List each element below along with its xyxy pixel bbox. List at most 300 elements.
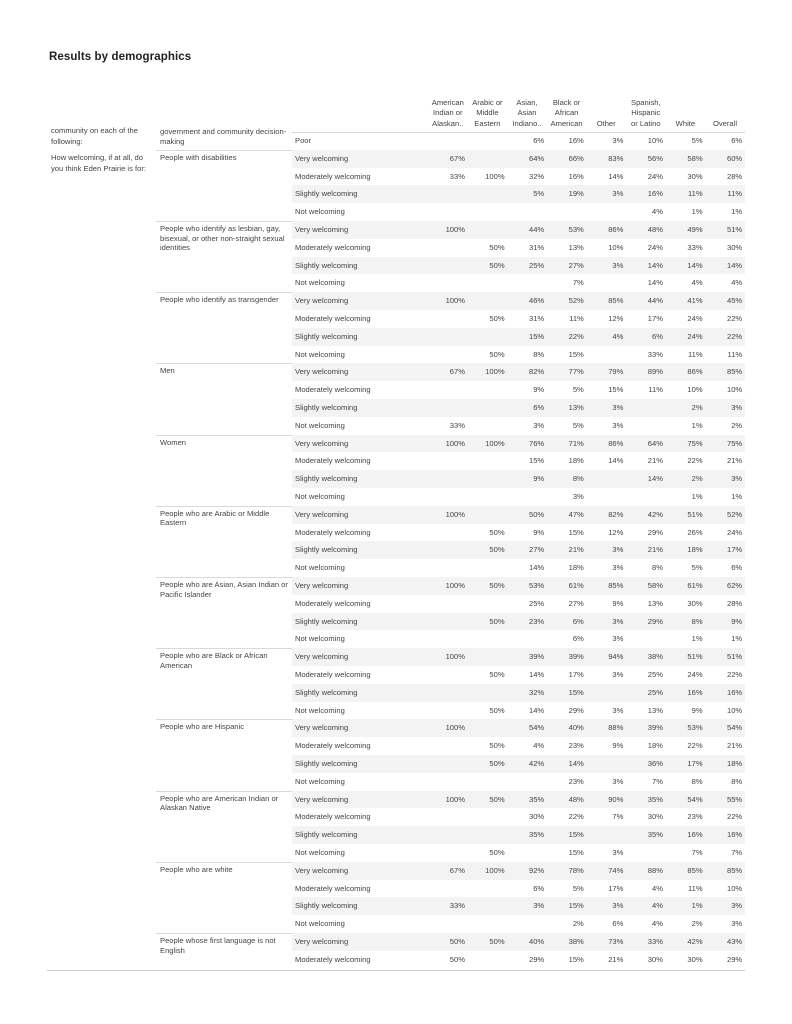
column-header: American Indian or Alaskan.. bbox=[431, 97, 464, 128]
category-label: People who are Hispanic bbox=[160, 722, 245, 732]
response-label: Very welcoming bbox=[295, 723, 349, 733]
cell-value: 1% bbox=[691, 207, 703, 217]
cell-value: 24% bbox=[687, 331, 703, 341]
table-row bbox=[292, 185, 745, 203]
cell-value: 15% bbox=[528, 331, 545, 341]
cell-value: 9% bbox=[533, 474, 545, 484]
table-row bbox=[292, 506, 745, 524]
table-row bbox=[292, 595, 745, 613]
cell-value: 50% bbox=[449, 954, 465, 964]
cell-value: 31% bbox=[528, 314, 545, 323]
response-label: Not welcoming bbox=[295, 634, 345, 644]
cell-value: 5% bbox=[572, 883, 584, 893]
cell-value: 78% bbox=[568, 865, 584, 875]
cell-value: 7% bbox=[652, 776, 663, 786]
cell-value: 85% bbox=[608, 581, 624, 590]
cell-value: 16% bbox=[568, 171, 584, 181]
cell-value: 54% bbox=[528, 723, 545, 733]
cell-value: 9% bbox=[691, 705, 703, 715]
cell-value: 6% bbox=[533, 403, 545, 412]
cell-value: 32% bbox=[528, 687, 545, 697]
cell-value: 9% bbox=[731, 616, 743, 626]
cell-value: 50% bbox=[489, 670, 505, 679]
cell-value: 79% bbox=[608, 367, 624, 377]
cell-value: 4% bbox=[691, 278, 703, 288]
table-row bbox=[292, 826, 745, 844]
cell-value: 35% bbox=[647, 794, 663, 804]
cell-value: 30% bbox=[687, 954, 703, 964]
cell-value: 66% bbox=[568, 153, 584, 163]
cell-value: 30% bbox=[528, 812, 545, 822]
response-label: Not welcoming bbox=[295, 349, 345, 359]
cell-value: 3% bbox=[731, 403, 743, 412]
cell-value: 10% bbox=[687, 385, 703, 395]
response-label: Very welcoming bbox=[295, 296, 349, 306]
table-row bbox=[292, 702, 745, 720]
cell-value: 29% bbox=[647, 616, 663, 626]
cell-value: 50% bbox=[449, 937, 465, 946]
response-label: Moderately welcoming bbox=[295, 527, 371, 537]
cell-value: 7% bbox=[731, 848, 743, 857]
table-row bbox=[292, 168, 745, 186]
cell-value: 14% bbox=[528, 563, 545, 573]
cell-value: 11% bbox=[687, 883, 703, 893]
cell-value: 10% bbox=[647, 136, 663, 145]
cell-value: 44% bbox=[647, 296, 663, 306]
cell-value: 3% bbox=[612, 901, 624, 911]
cell-value: 85% bbox=[608, 296, 624, 306]
cell-value: 53% bbox=[568, 225, 584, 234]
cell-value: 21% bbox=[568, 545, 584, 555]
cell-value: 4% bbox=[533, 741, 545, 751]
response-label: Not welcoming bbox=[295, 278, 345, 288]
cell-value: 33% bbox=[449, 420, 465, 430]
cell-value: 76% bbox=[528, 438, 545, 448]
cell-value: 1% bbox=[731, 634, 743, 644]
cell-value: 22% bbox=[726, 331, 743, 341]
cell-value: 1% bbox=[691, 420, 703, 430]
cell-value: 39% bbox=[528, 652, 545, 662]
cell-value: 6% bbox=[731, 136, 743, 145]
cell-value: 6% bbox=[533, 883, 545, 893]
category-label: People with disabilities bbox=[160, 152, 237, 162]
cell-value: 85% bbox=[687, 865, 703, 875]
cell-value: 32% bbox=[528, 171, 545, 181]
cell-value: 18% bbox=[647, 741, 663, 751]
cell-value: 29% bbox=[647, 527, 663, 537]
category-label: People who are American Indian or Alaskan Native bbox=[160, 793, 279, 813]
cell-value: 3% bbox=[731, 901, 743, 911]
cell-value: 45% bbox=[726, 296, 743, 306]
cell-value: 50% bbox=[489, 260, 505, 270]
cell-value: 11% bbox=[727, 189, 743, 199]
cell-value: 15% bbox=[568, 830, 584, 840]
cell-value: 71% bbox=[568, 438, 584, 448]
response-label: Slightly welcoming bbox=[295, 189, 358, 199]
response-label: Slightly welcoming bbox=[295, 474, 358, 484]
cell-value: 86% bbox=[687, 367, 703, 377]
table-row bbox=[292, 951, 745, 969]
cell-value: 21% bbox=[647, 545, 663, 555]
cell-value: 10% bbox=[726, 705, 743, 715]
response-label: Very welcoming bbox=[295, 865, 349, 875]
cell-value: 16% bbox=[568, 136, 584, 145]
response-label: Moderately welcoming bbox=[295, 741, 371, 751]
cell-value: 100% bbox=[445, 438, 465, 448]
response-label: Very welcoming bbox=[295, 652, 349, 662]
cell-value: 86% bbox=[608, 438, 624, 448]
cell-value: 2% bbox=[691, 403, 703, 412]
response-label: Moderately welcoming bbox=[295, 314, 371, 323]
cell-value: 3% bbox=[533, 901, 545, 911]
table-row bbox=[292, 648, 745, 666]
cell-value: 41% bbox=[687, 296, 703, 306]
table-row bbox=[292, 221, 745, 239]
response-label: Slightly welcoming bbox=[295, 759, 358, 768]
cell-value: 1% bbox=[691, 492, 703, 501]
table-row bbox=[292, 684, 745, 702]
cell-value: 6% bbox=[533, 136, 545, 145]
cell-value: 26% bbox=[687, 527, 703, 537]
table-row bbox=[292, 470, 745, 488]
cell-value: 58% bbox=[647, 581, 663, 590]
cell-value: 12% bbox=[608, 314, 624, 323]
cell-value: 100% bbox=[485, 438, 505, 448]
cell-value: 28% bbox=[726, 598, 743, 608]
cell-value: 6% bbox=[572, 634, 584, 644]
cell-value: 43% bbox=[726, 937, 743, 946]
cell-value: 50% bbox=[489, 794, 505, 804]
cell-value: 74% bbox=[608, 865, 624, 875]
table-row bbox=[292, 524, 745, 542]
cell-value: 2% bbox=[691, 474, 703, 484]
response-label: Moderately welcoming bbox=[295, 598, 371, 608]
cell-value: 50% bbox=[489, 937, 505, 946]
cell-value: 14% bbox=[608, 171, 624, 181]
cell-value: 42% bbox=[528, 759, 545, 768]
cell-value: 3% bbox=[612, 260, 624, 270]
cell-value: 9% bbox=[612, 741, 624, 751]
cell-value: 3% bbox=[731, 919, 743, 929]
cell-value: 10% bbox=[726, 883, 743, 893]
cell-value: 50% bbox=[489, 349, 505, 359]
category-label: People who are Asian, Asian Indian or Pacific Islander bbox=[160, 580, 288, 599]
cell-value: 30% bbox=[647, 812, 663, 822]
cell-value: 40% bbox=[568, 723, 584, 733]
table-row bbox=[292, 346, 745, 364]
cell-value: 3% bbox=[612, 616, 624, 626]
cell-value: 9% bbox=[533, 527, 545, 537]
response-label: Not welcoming bbox=[295, 776, 345, 786]
cell-value: 53% bbox=[528, 581, 545, 590]
cell-value: 85% bbox=[726, 865, 743, 875]
category-label: People who are white bbox=[160, 864, 233, 874]
cell-value: 15% bbox=[568, 901, 584, 911]
cell-value: 5% bbox=[691, 136, 703, 145]
column-header: Spanish, Hispanic or Latino bbox=[631, 97, 661, 128]
cell-value: 22% bbox=[687, 741, 703, 751]
cell-value: 13% bbox=[647, 705, 663, 715]
cell-value: 9% bbox=[533, 385, 545, 395]
cell-value: 52% bbox=[726, 509, 743, 519]
response-label: Slightly welcoming bbox=[295, 901, 358, 911]
cell-value: 23% bbox=[568, 776, 584, 786]
cell-value: 3% bbox=[612, 848, 624, 857]
cell-value: 27% bbox=[528, 545, 545, 555]
cell-value: 35% bbox=[647, 830, 663, 840]
response-label: Slightly welcoming bbox=[295, 331, 358, 341]
cell-value: 27% bbox=[568, 260, 584, 270]
cell-value: 15% bbox=[528, 456, 545, 466]
table-row bbox=[292, 613, 745, 631]
cell-value: 3% bbox=[612, 563, 624, 573]
category-label: government and community decision-making bbox=[160, 127, 287, 146]
cell-value: 33% bbox=[449, 901, 465, 911]
cell-value: 1% bbox=[691, 901, 703, 911]
cell-value: 14% bbox=[647, 278, 663, 288]
table-row bbox=[292, 381, 745, 399]
column-header: Asian, Asian Indiano.. bbox=[512, 97, 542, 128]
cell-value: 86% bbox=[608, 225, 624, 234]
cell-value: 50% bbox=[489, 741, 505, 751]
response-label: Moderately welcoming bbox=[295, 883, 371, 893]
cell-value: 13% bbox=[568, 403, 584, 412]
cell-value: 12% bbox=[608, 527, 624, 537]
table-row bbox=[292, 452, 745, 470]
response-label: Slightly welcoming bbox=[295, 616, 358, 626]
cell-value: 11% bbox=[687, 189, 703, 199]
cell-value: 16% bbox=[687, 687, 703, 697]
cell-value: 46% bbox=[528, 296, 545, 306]
category-label: People whose first language is not English bbox=[160, 936, 276, 955]
cell-value: 25% bbox=[528, 598, 545, 608]
response-label: Very welcoming bbox=[295, 581, 349, 590]
cell-value: 75% bbox=[687, 438, 703, 448]
cell-value: 27% bbox=[568, 598, 584, 608]
cell-value: 3% bbox=[612, 634, 624, 644]
cell-value: 3% bbox=[612, 670, 624, 679]
cell-value: 50% bbox=[528, 509, 545, 519]
table-row bbox=[292, 310, 745, 328]
cell-value: 24% bbox=[687, 314, 703, 323]
cell-value: 2% bbox=[572, 919, 584, 929]
table-row bbox=[292, 880, 745, 898]
response-label: Moderately welcoming bbox=[295, 456, 371, 466]
cell-value: 22% bbox=[568, 331, 584, 341]
cell-value: 64% bbox=[528, 153, 545, 163]
response-label: Slightly welcoming bbox=[295, 687, 358, 697]
cell-value: 17% bbox=[568, 670, 584, 679]
cell-value: 11% bbox=[648, 385, 663, 395]
cell-value: 13% bbox=[647, 598, 663, 608]
response-label: Very welcoming bbox=[295, 225, 349, 234]
cell-value: 30% bbox=[687, 598, 703, 608]
cell-value: 6% bbox=[612, 919, 624, 929]
cell-value: 51% bbox=[726, 225, 743, 234]
cell-value: 3% bbox=[612, 420, 624, 430]
cell-value: 90% bbox=[608, 794, 624, 804]
cell-value: 3% bbox=[612, 189, 624, 199]
cell-value: 3% bbox=[612, 545, 624, 555]
cell-value: 29% bbox=[726, 954, 743, 964]
cell-value: 5% bbox=[533, 189, 545, 199]
cell-value: 38% bbox=[647, 652, 663, 662]
cell-value: 15% bbox=[568, 848, 584, 857]
cell-value: 4% bbox=[731, 278, 743, 288]
cell-value: 50% bbox=[489, 545, 505, 555]
cell-value: 22% bbox=[687, 456, 703, 466]
response-label: Slightly welcoming bbox=[295, 830, 358, 840]
cell-value: 17% bbox=[608, 883, 624, 893]
cell-value: 21% bbox=[608, 954, 624, 964]
cell-value: 88% bbox=[647, 865, 663, 875]
cell-value: 23% bbox=[568, 741, 584, 751]
table-row bbox=[292, 257, 745, 275]
response-label: Slightly welcoming bbox=[295, 260, 358, 270]
cell-value: 51% bbox=[726, 652, 743, 662]
cell-value: 8% bbox=[691, 616, 703, 626]
cell-value: 11% bbox=[727, 349, 743, 359]
cell-value: 33% bbox=[449, 171, 465, 181]
cell-value: 9% bbox=[612, 598, 624, 608]
cell-value: 18% bbox=[726, 759, 743, 768]
cell-value: 88% bbox=[608, 723, 624, 733]
cell-value: 14% bbox=[528, 705, 545, 715]
cell-value: 4% bbox=[652, 919, 663, 929]
cell-value: 22% bbox=[726, 812, 743, 822]
cell-value: 25% bbox=[647, 670, 663, 679]
cell-value: 50% bbox=[489, 581, 505, 590]
cell-value: 10% bbox=[726, 385, 743, 395]
table-row bbox=[292, 274, 745, 292]
response-label: Slightly welcoming bbox=[295, 403, 358, 412]
cell-value: 67% bbox=[449, 865, 465, 875]
cell-value: 100% bbox=[445, 225, 465, 234]
cell-value: 48% bbox=[568, 794, 584, 804]
cell-value: 24% bbox=[647, 171, 663, 181]
cell-value: 82% bbox=[608, 509, 624, 519]
cell-value: 53% bbox=[687, 723, 703, 733]
cell-value: 50% bbox=[489, 759, 505, 768]
cell-value: 24% bbox=[687, 670, 703, 679]
cell-value: 6% bbox=[572, 616, 584, 626]
response-label: Moderately welcoming bbox=[295, 242, 371, 252]
cell-value: 3% bbox=[612, 705, 624, 715]
cell-value: 50% bbox=[489, 848, 505, 857]
table-row bbox=[292, 915, 745, 933]
table-row bbox=[292, 399, 745, 417]
response-label: Very welcoming bbox=[295, 367, 349, 377]
response-label: Not welcoming bbox=[295, 492, 345, 501]
cell-value: 2% bbox=[731, 420, 743, 430]
cell-value: 23% bbox=[528, 616, 545, 626]
column-header: Other bbox=[596, 118, 616, 128]
category-label: People who are Arabic or Middle Eastern bbox=[160, 508, 270, 528]
table-row bbox=[292, 862, 745, 880]
response-label: Very welcoming bbox=[295, 794, 349, 804]
cell-value: 35% bbox=[528, 830, 545, 840]
response-label: Very welcoming bbox=[295, 509, 349, 519]
column-header: White bbox=[675, 118, 696, 128]
response-label: Very welcoming bbox=[295, 153, 349, 163]
cell-value: 1% bbox=[731, 207, 743, 217]
table-row bbox=[292, 203, 745, 221]
question-continuation: community on each of the following: bbox=[51, 126, 138, 146]
cell-value: 4% bbox=[652, 883, 663, 893]
table-row bbox=[292, 737, 745, 755]
category-label: Men bbox=[160, 366, 175, 376]
table-row bbox=[292, 328, 745, 346]
cell-value: 6% bbox=[731, 563, 743, 573]
table-row bbox=[292, 933, 745, 951]
category-label: People who are Black or African American bbox=[160, 651, 268, 670]
cell-value: 58% bbox=[687, 153, 703, 163]
response-label: Not welcoming bbox=[295, 919, 345, 929]
cell-value: 50% bbox=[489, 242, 505, 252]
cell-value: 89% bbox=[647, 367, 663, 377]
cell-value: 14% bbox=[568, 759, 584, 768]
response-label: Moderately welcoming bbox=[295, 812, 371, 822]
cell-value: 16% bbox=[687, 830, 703, 840]
cell-value: 100% bbox=[485, 865, 505, 875]
cell-value: 14% bbox=[647, 260, 663, 270]
cell-value: 75% bbox=[726, 438, 743, 448]
table-row bbox=[292, 541, 745, 559]
cell-value: 7% bbox=[572, 278, 584, 288]
cell-value: 85% bbox=[726, 367, 743, 377]
cell-value: 8% bbox=[652, 563, 663, 573]
cell-value: 50% bbox=[489, 705, 505, 715]
cell-value: 30% bbox=[687, 171, 703, 181]
cell-value: 14% bbox=[726, 260, 743, 270]
cell-value: 67% bbox=[449, 367, 465, 377]
cell-value: 42% bbox=[687, 937, 703, 946]
cell-value: 11% bbox=[569, 314, 584, 323]
cell-value: 92% bbox=[528, 865, 545, 875]
cell-value: 42% bbox=[647, 509, 663, 519]
table-row bbox=[292, 844, 745, 862]
cell-value: 25% bbox=[528, 260, 545, 270]
cell-value: 22% bbox=[568, 812, 584, 822]
cell-value: 62% bbox=[726, 581, 743, 590]
cell-value: 18% bbox=[687, 545, 703, 555]
cell-value: 77% bbox=[568, 367, 584, 377]
cell-value: 3% bbox=[572, 492, 584, 501]
cell-value: 8% bbox=[691, 776, 703, 786]
cell-value: 19% bbox=[568, 189, 584, 199]
cell-value: 28% bbox=[726, 171, 743, 181]
cell-value: 3% bbox=[612, 136, 624, 145]
column-header: Black or African American bbox=[550, 97, 583, 128]
cell-value: 21% bbox=[726, 456, 743, 466]
cell-value: 30% bbox=[726, 242, 743, 252]
cell-value: 1% bbox=[691, 634, 703, 644]
table-row bbox=[292, 292, 745, 310]
category-label: People who identify as lesbian, gay, bisexual, or other non-straight sexual identities bbox=[160, 224, 285, 253]
cell-value: 39% bbox=[568, 652, 584, 662]
cell-value: 11% bbox=[687, 349, 703, 359]
column-header: Arabic or Middle Eastern bbox=[472, 97, 503, 128]
cell-value: 60% bbox=[726, 153, 743, 163]
cell-value: 22% bbox=[726, 314, 743, 323]
table-row bbox=[292, 132, 745, 150]
response-label: Poor bbox=[295, 136, 312, 145]
cell-value: 25% bbox=[647, 687, 663, 697]
cell-value: 73% bbox=[608, 937, 624, 946]
table-row bbox=[292, 630, 745, 648]
cell-value: 15% bbox=[608, 385, 624, 395]
cell-value: 36% bbox=[647, 759, 663, 768]
